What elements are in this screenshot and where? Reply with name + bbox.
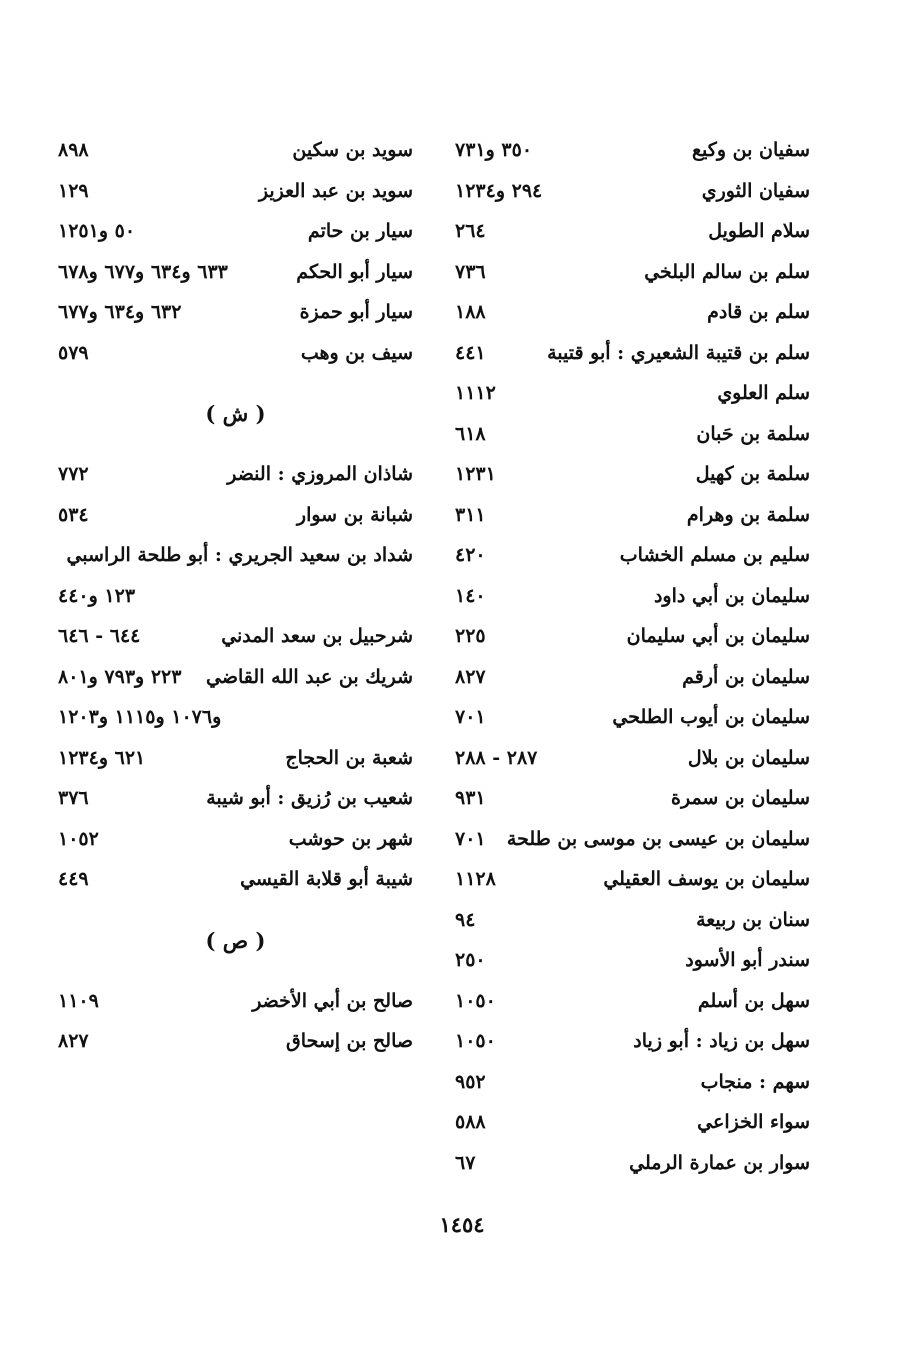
entry-name: سفيان بن وكيع xyxy=(691,139,810,161)
entry-pages: ٦٣٣ و٦٣٤ و٦٧٧ و٦٧٨ xyxy=(58,260,228,283)
entry-name: سندر أبو الأسود xyxy=(685,949,810,971)
entry-pages: ٦٤٤ - ٦٤٦ xyxy=(58,625,141,647)
entry-pages: ٢٦٤ xyxy=(455,220,486,242)
entry-name: شريك بن عبد الله القاضي xyxy=(206,665,413,688)
index-entry xyxy=(455,576,810,617)
entry-pages: ٧٠١ xyxy=(455,706,486,728)
entry-pages: ٤٤١ xyxy=(455,341,486,364)
entry-pages: ٧٠١ xyxy=(455,827,486,850)
index-entry xyxy=(455,1143,810,1184)
index-entry-shaddad-pages xyxy=(58,576,413,617)
index-entry xyxy=(455,292,810,333)
entry-name: شعيب بن رُزيق : أبو شيبة xyxy=(206,787,413,809)
index-entry xyxy=(455,981,810,1022)
section-header-sad: ( ص ) xyxy=(205,927,266,953)
entry-pages: ٦٧ xyxy=(455,1151,476,1174)
entry-name: شعبة بن الحجاج xyxy=(285,746,413,769)
index-entry xyxy=(455,657,810,698)
index-entry xyxy=(455,697,810,738)
index-entry xyxy=(455,859,810,900)
entry-pages: ١٢٩ xyxy=(58,179,89,202)
entry-pages: ١١١٢ xyxy=(455,382,496,404)
entry-name: سهم : منجاب xyxy=(700,1070,810,1093)
index-entry xyxy=(58,859,413,900)
entry-pages: ٣٥٠ و٧٣١ xyxy=(455,139,533,161)
entry-name: سهل بن أسلم xyxy=(697,989,810,1012)
index-entry xyxy=(58,171,413,212)
entry-name: سليمان بن أيوب الطلحي xyxy=(612,706,810,728)
entry-pages: ٧٣٦ xyxy=(455,260,486,283)
entry-name: شاذان المروزي : النضر xyxy=(227,463,413,485)
index-entry xyxy=(58,211,413,252)
entry-name: سلمة بن كهيل xyxy=(695,463,810,485)
index-entry xyxy=(455,454,810,495)
entry-pages: ١١٢٨ xyxy=(455,868,496,890)
index-entry xyxy=(58,778,413,819)
entry-pages: ٢٢٥ xyxy=(455,625,486,647)
entry-pages: ٩٤ xyxy=(455,908,476,931)
entry-name: سيار بن حاتم xyxy=(307,220,413,242)
entry-pages: ١٠٥٢ xyxy=(58,827,99,850)
index-entry xyxy=(455,616,810,657)
entry-pages: ٨٢٧ xyxy=(455,665,486,688)
entry-name: سليمان بن يوسف العقيلي xyxy=(603,868,810,890)
entry-pages: ٧٧٢ xyxy=(58,463,89,485)
entry-name: صالح بن إسحاق xyxy=(286,1030,413,1052)
index-entry-sharik xyxy=(58,657,413,698)
entry-pages: ٢٥٠ xyxy=(455,949,486,971)
index-entry-sharik-pages-cont xyxy=(58,697,413,738)
index-entry xyxy=(455,130,810,171)
entry-name: سواء الخزاعي xyxy=(697,1111,810,1133)
index-entry-shurahbil xyxy=(58,616,413,657)
entry-name: سلمة بن حَبان xyxy=(696,422,810,445)
section-header-shin: ( ش ) xyxy=(205,401,266,426)
entry-pages: ١٢٣١ xyxy=(455,463,496,485)
entry-name: سوار بن عمارة الرملي xyxy=(629,1151,810,1174)
index-entry xyxy=(455,738,810,779)
entry-pages: ٦٣٢ و٦٣٤ و٦٧٧ xyxy=(58,301,182,323)
index-entry xyxy=(58,1021,413,1062)
entry-name: سنان بن ربيعة xyxy=(696,908,810,931)
entry-pages: و١٠٧٦ و١١١٥ و١٢٠٣ xyxy=(58,706,222,728)
entry-name: سلم بن سالم البلخي xyxy=(644,260,810,283)
entry-pages: ٥٠ و١٢٥١ xyxy=(58,220,136,242)
index-entry xyxy=(455,1021,810,1062)
index-entry xyxy=(455,171,810,212)
index-entry xyxy=(58,292,413,333)
entry-pages: ١٠٥٠ xyxy=(455,989,496,1012)
index-entry xyxy=(455,900,810,941)
entry-name: سويد بن سكين xyxy=(292,139,413,161)
entry-name: شيبة أبو قلابة القيسي xyxy=(240,868,413,890)
entry-name: سلمة بن وهرام xyxy=(686,503,810,526)
entry-name: شهر بن حوشب xyxy=(288,827,413,850)
index-entry xyxy=(455,535,810,576)
entry-pages: ٢٨٧ - ٢٨٨ xyxy=(455,746,538,769)
entry-pages: ١٢٣ و٤٤٠ xyxy=(58,584,136,607)
entry-pages: ٥٨٨ xyxy=(455,1111,486,1133)
entry-name: شرحبيل بن سعد المدني xyxy=(221,625,413,647)
index-entry xyxy=(455,940,810,981)
entry-name: سليم بن مسلم الخشاب xyxy=(619,544,810,566)
entry-pages: ٥٧٩ xyxy=(58,341,89,364)
entry-name: سويد بن عبد العزيز xyxy=(258,179,413,202)
index-entry xyxy=(58,252,413,293)
index-entry xyxy=(58,819,413,860)
index-entry xyxy=(455,414,810,455)
entry-name: شبانة بن سوار xyxy=(296,503,413,526)
index-entry xyxy=(455,819,810,860)
entry-pages: ٥٣٤ xyxy=(58,503,89,526)
index-entry xyxy=(455,252,810,293)
page-number: ١٤٥٤ xyxy=(439,1212,485,1237)
entry-pages: ٨٢٧ xyxy=(58,1030,89,1052)
entry-pages: ٣٧٦ xyxy=(58,787,89,809)
entry-pages: ١١٠٩ xyxy=(58,989,99,1012)
entry-pages: ٢٩٤ و١٢٣٤ xyxy=(455,179,543,202)
entry-pages: ٩٥٢ xyxy=(455,1070,486,1093)
index-entry xyxy=(58,333,413,374)
index-entry xyxy=(455,1062,810,1103)
entry-name: سليمان بن أبي سليمان xyxy=(626,625,810,647)
entry-name: شداد بن سعيد الجريري : أبو طلحة الراسبي xyxy=(66,544,413,566)
index-entry xyxy=(455,1102,810,1143)
index-entry xyxy=(58,495,413,536)
entry-name: سلم بن قتيبة الشعيري : أبو قتيبة xyxy=(547,341,810,364)
entry-name: سليمان بن عيسى بن موسى بن طلحة xyxy=(506,827,810,850)
entry-pages: ٦١٨ xyxy=(455,422,486,445)
left-column xyxy=(58,130,413,1062)
entry-pages: ٤٢٠ xyxy=(455,544,486,566)
entry-name: سليمان بن أبي داود xyxy=(653,584,810,607)
index-entry xyxy=(455,333,810,374)
right-column xyxy=(455,130,810,1183)
index-entry xyxy=(455,373,810,414)
entry-name: سيار أبو حمزة xyxy=(299,301,413,323)
entry-name: سليمان بن أرقم xyxy=(682,665,810,688)
entry-pages: ٤٤٩ xyxy=(58,868,89,890)
entry-name: سلم العلوي xyxy=(717,382,810,404)
entry-name: سلام الطويل xyxy=(708,220,810,242)
entry-name: سفيان الثوري xyxy=(701,179,810,202)
entry-pages: ٢٢٣ و٧٩٣ و٨٠١ xyxy=(58,665,182,688)
index-entry-shaddad xyxy=(58,535,413,576)
entry-name: سيار أبو الحكم xyxy=(296,260,413,283)
entry-pages: ١٤٠ xyxy=(455,584,486,607)
entry-pages: ١٠٥٠ xyxy=(455,1030,496,1052)
entry-pages: ٩٣١ xyxy=(455,787,486,809)
entry-name: صالح بن أبي الأخضر xyxy=(252,989,413,1012)
entry-name: سليمان بن بلال xyxy=(687,746,810,769)
index-entry xyxy=(455,778,810,819)
index-entry xyxy=(455,211,810,252)
index-entry xyxy=(58,454,413,495)
entry-pages: ٣١١ xyxy=(455,503,486,526)
entry-pages: ٨٩٨ xyxy=(58,139,89,161)
entry-name: سيف بن وهب xyxy=(300,341,413,364)
index-entry xyxy=(58,981,413,1022)
index-entry xyxy=(455,495,810,536)
index-entry xyxy=(58,130,413,171)
entry-pages: ١٨٨ xyxy=(455,301,486,323)
entry-name: سليمان بن سمرة xyxy=(671,787,810,809)
entry-name: سلم بن قادم xyxy=(707,301,810,323)
entry-name: سهل بن زياد : أبو زياد xyxy=(633,1030,810,1052)
index-entry xyxy=(58,738,413,779)
entry-pages: ٦٢١ و١٢٣٤ xyxy=(58,746,146,769)
